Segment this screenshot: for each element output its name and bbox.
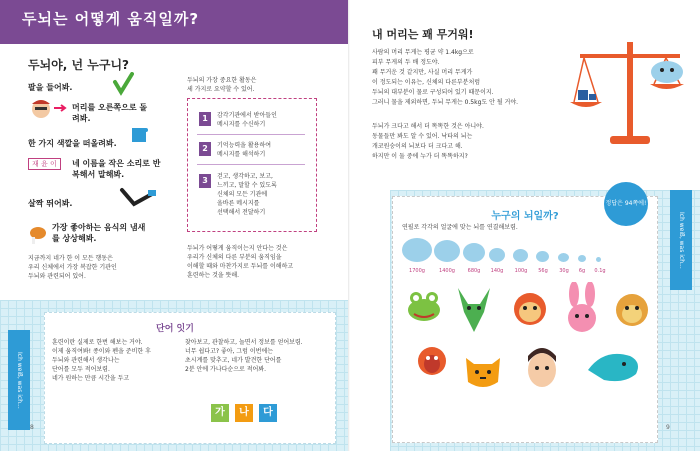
weight-label: 30g	[559, 268, 569, 274]
summary-line: 선택해서 전달하기	[217, 209, 266, 216]
note-text	[28, 254, 178, 281]
brain-size-text	[372, 122, 572, 162]
face-icon	[30, 98, 52, 120]
word-game-right-text	[185, 338, 303, 374]
summary-item-2	[217, 141, 271, 159]
word-tile-ga: 가	[211, 404, 229, 422]
summary-line: 메시지를 해석하기	[217, 151, 266, 158]
activity-raise-arm: 팔을 들어봐.	[28, 83, 73, 92]
note-line: 우리 신체에서 가장 복잡한 기관인	[28, 264, 117, 271]
body-line: 꽤 무거운 것 같지만, 사실 머리 무게가	[372, 69, 473, 76]
brain-icon	[489, 248, 505, 262]
monkey-icon	[510, 290, 550, 328]
word-game-line: 단어를 모두 적어보렴.	[52, 366, 110, 373]
rabbit-icon	[560, 282, 604, 334]
human-face-icon	[522, 344, 562, 392]
word-game-title: 단어 잇기	[156, 324, 194, 334]
summary-number-3: 3	[199, 174, 211, 188]
brain-icon	[558, 253, 569, 262]
body-line: 하지만 이 둘 중에 누가 더 똑똑하지?	[372, 153, 468, 160]
summary-line: 메시지를 수신하기	[217, 121, 266, 128]
weight-label: 0.1g	[594, 268, 606, 274]
summary-outro-line: 이해할 때와 마찬가지로 두뇌를 이해하고	[187, 263, 294, 270]
summary-outro-line: 우리가 신체의 다른 부분의 움직임을	[187, 254, 282, 261]
weight-label: 680g	[467, 268, 481, 274]
brain-icon	[536, 251, 549, 262]
word-game-line: 두뇌와 관련해서 생각나는	[52, 357, 120, 364]
name-tag: 재 윤 이	[28, 158, 61, 170]
body-line: 그러니 물을 제외하면, 두뇌 무게는 0.5kg도 안 될 거야.	[372, 99, 519, 106]
brain-icon	[578, 255, 586, 262]
weight-label: 100g	[514, 268, 528, 274]
dolphin-icon	[584, 340, 644, 388]
tiger-icon	[462, 352, 504, 392]
weight-label: 56g	[538, 268, 548, 274]
summary-item-3	[217, 172, 277, 217]
baboon-icon	[416, 344, 448, 378]
quiz-instruction: 연필로 각각의 얼굴에 맞는 뇌를 연결해보렴.	[402, 224, 518, 231]
body-line: 이 정도되는 이유는, 신체의 다른부분처럼	[372, 79, 481, 86]
word-game-line: 너무 쉽다고? 좋아, 그럼 이번에는	[185, 348, 274, 355]
word-tile-da: 다	[259, 404, 277, 422]
page-number: 8	[30, 424, 34, 431]
word-game-line: 훈련이란 실제로 한번 해보는 거야.	[52, 339, 143, 346]
lion-icon	[612, 290, 652, 330]
brain-icon	[402, 238, 432, 262]
divider	[197, 164, 305, 165]
word-game-line: 이제 움직여봐! 종이와 펜을 준비한 후	[52, 348, 151, 355]
activity-imagine-smell: 가장 좋아하는 음식의 냄새를 상상해봐.	[52, 223, 146, 243]
check-icon	[112, 72, 134, 96]
weight-label: 140g	[490, 268, 504, 274]
balance-scale-icon	[570, 36, 690, 152]
section-subtitle: 두뇌야, 넌 누구니?	[28, 58, 130, 72]
kangaroo-icon	[454, 286, 494, 336]
side-tab: Ich weiß, was ich...	[8, 330, 30, 430]
summary-number-2: 2	[199, 142, 211, 156]
weight-label: 6g	[578, 268, 586, 274]
divider	[197, 134, 305, 135]
word-game-line: 찾아보고, 관찰하고, 놀면서 정보를 얻어보렴.	[185, 339, 303, 346]
chicken-leg-icon	[26, 224, 48, 246]
body-line: 두뇌의 대부분이 물로 구성되어 있기 때문이지.	[372, 89, 494, 96]
brain-icon	[513, 249, 528, 262]
summary-line: 올바른 메시지를	[217, 200, 260, 207]
arrow-icon	[54, 104, 68, 112]
head-weight-text	[372, 48, 572, 108]
summary-line: 감각기관에서 받아들인	[217, 112, 277, 119]
activity-repeat-name: 네 이름을 작은 소리로 반복해서 말해봐.	[72, 159, 161, 179]
quiz-title: 누구의 뇌일까?	[491, 211, 559, 222]
summary-intro	[187, 76, 256, 94]
note-line: 지금까지 네가 한 이 모든 행동은	[28, 255, 113, 262]
body-line: 동물들만 봐도 알 수 있어. 낙타의 뇌는	[372, 133, 473, 140]
summary-outro	[187, 244, 293, 280]
brain-icon	[596, 257, 601, 262]
activity-turn-head: 머리를 오른쪽으로 돌려봐.	[72, 103, 148, 123]
summary-intro-line: 세 가지로 요약할 수 있어.	[187, 86, 255, 93]
right-page	[350, 0, 700, 451]
frog-icon	[406, 288, 442, 324]
weight-label: 1700g	[409, 268, 425, 274]
body-line: 개코원숭이의 뇌보다 더 크다고 해.	[372, 143, 463, 150]
side-tab: Ich weiß, was ich...	[670, 190, 692, 290]
brain-icon	[463, 243, 485, 262]
title-band	[0, 0, 350, 44]
summary-number-1: 1	[199, 112, 211, 126]
word-game-line: 초시계를 맞추고, 네가 발견한 단어를	[185, 357, 282, 364]
page-title: 두뇌는 어떻게 움직일까?	[22, 10, 200, 28]
activity-jump: 살짝 뛰어봐.	[28, 199, 73, 208]
summary-outro-line: 두뇌가 어떻게 움직이는지 안다는 것은	[187, 245, 288, 252]
answer-badge: 정답은 94쪽에!	[604, 182, 648, 226]
summary-line: 느끼고, 말할 수 있도록	[217, 182, 277, 189]
word-game-line: 네가 원하는 만큼 시간을 두고	[52, 375, 130, 382]
summary-line: 걷고, 생각하고, 보고,	[217, 173, 273, 180]
body-line: 피부 무게의 두 배 정도야.	[372, 59, 440, 66]
word-game-left-text	[52, 338, 151, 383]
color-square-icon	[130, 126, 150, 146]
summary-line: 신체의 모든 기관에	[217, 191, 268, 198]
right-title: 내 머리는 꽤 무거워!	[372, 28, 474, 41]
legs-icon	[118, 186, 158, 212]
summary-intro-line: 두뇌의 가장 중요한 활동은	[187, 77, 257, 84]
word-game-line: 2분 안에 가나다순으로 적어봐.	[185, 366, 266, 373]
summary-outro-line: 훈련하는 것을 뜻해.	[187, 272, 240, 279]
body-line: 사람의 머리 무게는 평균 약 1.4kg으로	[372, 49, 474, 56]
word-tile-na: 나	[235, 404, 253, 422]
summary-line: 기억능력을 활용하여	[217, 142, 272, 149]
summary-item-1	[217, 111, 277, 129]
note-line: 두뇌와 관련되어 있어.	[28, 273, 86, 280]
page-number: 9	[666, 424, 670, 431]
activity-think-color: 한 가지 색깔을 떠올려봐.	[28, 139, 117, 148]
body-line: 두뇌가 크다고 해서 더 똑똑한 것은 아니야.	[372, 123, 484, 130]
weight-label: 1400g	[439, 268, 455, 274]
brain-icon	[434, 240, 460, 262]
